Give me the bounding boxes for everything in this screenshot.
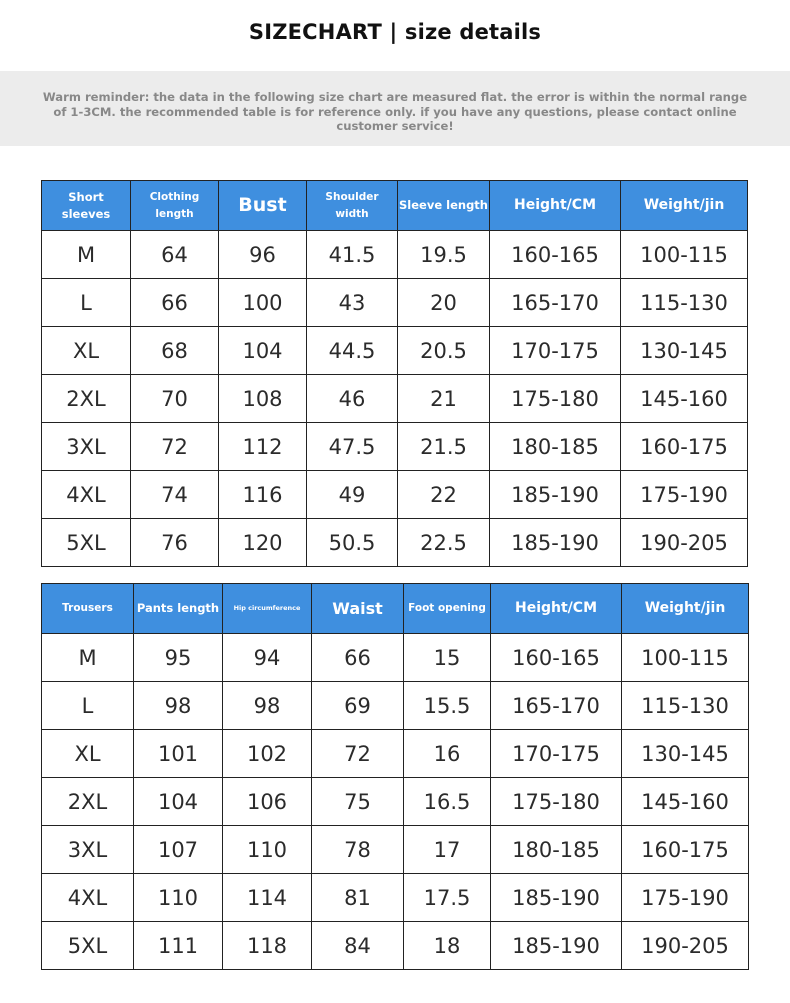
- value-cell: 21: [398, 375, 490, 423]
- size-cell: 5XL: [42, 519, 131, 567]
- table-row: [42, 682, 749, 730]
- value-cell: 47.5: [307, 423, 398, 471]
- value-cell: 95: [134, 634, 223, 682]
- table-row: [42, 375, 748, 423]
- value-cell: 175-190: [621, 471, 748, 519]
- value-cell: 110: [223, 826, 312, 874]
- value-cell: 170-175: [490, 327, 621, 375]
- size-cell: XL: [42, 327, 131, 375]
- value-cell: 190-205: [621, 519, 748, 567]
- table-row: [42, 922, 749, 970]
- column-header-trousers: Trousers: [42, 584, 134, 634]
- value-cell: 72: [131, 423, 219, 471]
- warm-reminder-banner: [0, 71, 790, 146]
- value-cell: 69: [312, 682, 404, 730]
- value-cell: 94: [223, 634, 312, 682]
- value-cell: 112: [219, 423, 307, 471]
- column-header-clothing-length: Clothing length: [131, 181, 219, 231]
- value-cell: 84: [312, 922, 404, 970]
- value-cell: 106: [223, 778, 312, 826]
- size-cell: 3XL: [42, 423, 131, 471]
- value-cell: 165-170: [490, 279, 621, 327]
- table-header-row: [42, 584, 749, 634]
- value-cell: 100: [219, 279, 307, 327]
- column-header-height: Height/CM: [490, 181, 621, 231]
- size-cell: 2XL: [42, 375, 131, 423]
- value-cell: 81: [312, 874, 404, 922]
- value-cell: 68: [131, 327, 219, 375]
- value-cell: 175-190: [622, 874, 749, 922]
- value-cell: 22.5: [398, 519, 490, 567]
- table-row: [42, 471, 748, 519]
- table-row: [42, 519, 748, 567]
- value-cell: 170-175: [491, 730, 622, 778]
- column-header-shoulder-width: Shoulder width: [307, 181, 398, 231]
- value-cell: 64: [131, 231, 219, 279]
- column-header-sleeve-length: Sleeve length: [398, 181, 490, 231]
- value-cell: 72: [312, 730, 404, 778]
- value-cell: 185-190: [490, 519, 621, 567]
- value-cell: 96: [219, 231, 307, 279]
- short-sleeves-size-table: [41, 180, 748, 567]
- value-cell: 66: [312, 634, 404, 682]
- value-cell: 185-190: [491, 922, 622, 970]
- value-cell: 74: [131, 471, 219, 519]
- size-cell: M: [42, 231, 131, 279]
- column-header-short-sleeves: Short sleeves: [42, 181, 131, 231]
- value-cell: 180-185: [491, 826, 622, 874]
- size-cell: 2XL: [42, 778, 134, 826]
- table-row: [42, 327, 748, 375]
- value-cell: 145-160: [621, 375, 748, 423]
- value-cell: 100-115: [622, 634, 749, 682]
- value-cell: 190-205: [622, 922, 749, 970]
- table-row: [42, 423, 748, 471]
- value-cell: 185-190: [490, 471, 621, 519]
- value-cell: 175-180: [491, 778, 622, 826]
- value-cell: 46: [307, 375, 398, 423]
- column-header-waist: Waist: [312, 584, 404, 634]
- table-row: [42, 730, 749, 778]
- value-cell: 18: [404, 922, 491, 970]
- value-cell: 107: [134, 826, 223, 874]
- size-cell: 4XL: [42, 471, 131, 519]
- value-cell: 108: [219, 375, 307, 423]
- column-header-height: Height/CM: [491, 584, 622, 634]
- value-cell: 175-180: [490, 375, 621, 423]
- value-cell: 116: [219, 471, 307, 519]
- value-cell: 145-160: [622, 778, 749, 826]
- size-cell: 5XL: [42, 922, 134, 970]
- value-cell: 66: [131, 279, 219, 327]
- value-cell: 104: [134, 778, 223, 826]
- size-cell: 3XL: [42, 826, 134, 874]
- size-cell: XL: [42, 730, 134, 778]
- value-cell: 101: [134, 730, 223, 778]
- table-row: [42, 826, 749, 874]
- value-cell: 17: [404, 826, 491, 874]
- page-title: SIZECHART | size details: [248, 20, 542, 44]
- value-cell: 102: [223, 730, 312, 778]
- value-cell: 120: [219, 519, 307, 567]
- value-cell: 115-130: [621, 279, 748, 327]
- value-cell: 130-145: [622, 730, 749, 778]
- value-cell: 20.5: [398, 327, 490, 375]
- value-cell: 44.5: [307, 327, 398, 375]
- value-cell: 130-145: [621, 327, 748, 375]
- table-row: [42, 778, 749, 826]
- value-cell: 22: [398, 471, 490, 519]
- size-cell: 4XL: [42, 874, 134, 922]
- value-cell: 70: [131, 375, 219, 423]
- value-cell: 19.5: [398, 231, 490, 279]
- value-cell: 160-165: [491, 634, 622, 682]
- value-cell: 98: [223, 682, 312, 730]
- value-cell: 114: [223, 874, 312, 922]
- value-cell: 110: [134, 874, 223, 922]
- table-row: [42, 279, 748, 327]
- size-cell: L: [42, 279, 131, 327]
- table-row: [42, 874, 749, 922]
- value-cell: 43: [307, 279, 398, 327]
- trousers-size-table: [41, 583, 749, 970]
- value-cell: 41.5: [307, 231, 398, 279]
- column-header-pants-length: Pants length: [134, 584, 223, 634]
- value-cell: 165-170: [491, 682, 622, 730]
- column-header-weight: Weight/jin: [621, 181, 748, 231]
- table-row: [42, 231, 748, 279]
- value-cell: 115-130: [622, 682, 749, 730]
- value-cell: 75: [312, 778, 404, 826]
- value-cell: 20: [398, 279, 490, 327]
- value-cell: 21.5: [398, 423, 490, 471]
- value-cell: 16: [404, 730, 491, 778]
- size-cell: L: [42, 682, 134, 730]
- value-cell: 111: [134, 922, 223, 970]
- value-cell: 49: [307, 471, 398, 519]
- column-header-hip-circumference: Hip circumference: [223, 584, 312, 634]
- value-cell: 104: [219, 327, 307, 375]
- size-cell: M: [42, 634, 134, 682]
- value-cell: 160-175: [622, 826, 749, 874]
- value-cell: 17.5: [404, 874, 491, 922]
- value-cell: 78: [312, 826, 404, 874]
- warm-reminder-text: Warm reminder: the data in the following size chart are measured flat. the error is within the normal range of 1-3CM. the recommended table is for reference only. if you have any questions, please contact online customer service!: [42, 90, 748, 133]
- table-row: [42, 634, 749, 682]
- column-header-bust: Bust: [219, 181, 307, 231]
- value-cell: 118: [223, 922, 312, 970]
- value-cell: 180-185: [490, 423, 621, 471]
- value-cell: 76: [131, 519, 219, 567]
- value-cell: 15.5: [404, 682, 491, 730]
- table-header-row: [42, 181, 748, 231]
- column-header-weight: Weight/jin: [622, 584, 749, 634]
- value-cell: 98: [134, 682, 223, 730]
- column-header-foot-opening: Foot opening: [404, 584, 491, 634]
- value-cell: 160-175: [621, 423, 748, 471]
- value-cell: 100-115: [621, 231, 748, 279]
- value-cell: 50.5: [307, 519, 398, 567]
- value-cell: 16.5: [404, 778, 491, 826]
- value-cell: 185-190: [491, 874, 622, 922]
- value-cell: 15: [404, 634, 491, 682]
- value-cell: 160-165: [490, 231, 621, 279]
